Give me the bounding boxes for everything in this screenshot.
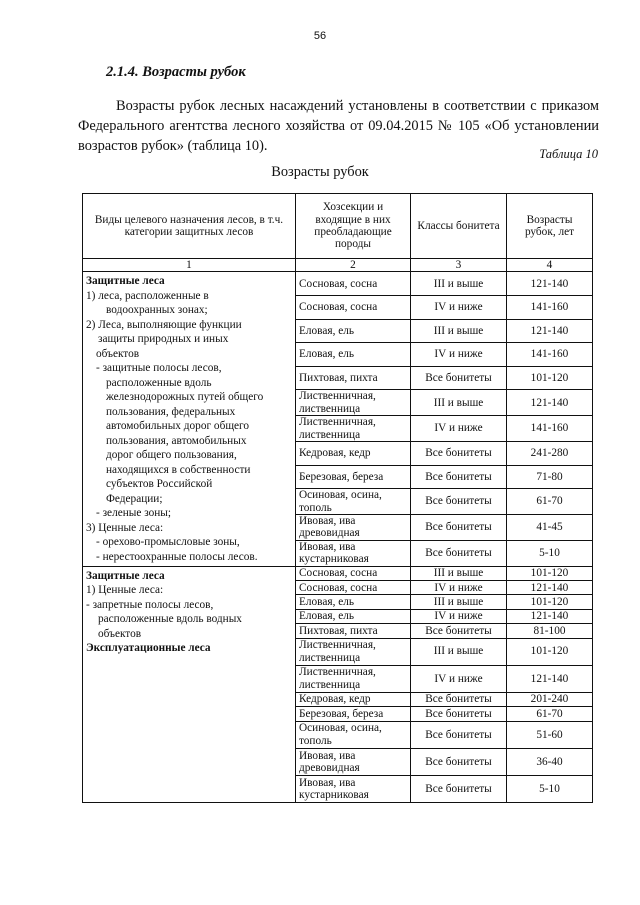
- column-number-row: [83, 259, 593, 272]
- category-line: водоохранных зонах;: [106, 304, 208, 317]
- species-cell: Ивовая, ива древовидная: [296, 748, 411, 775]
- category-line: 1) леса, расположенные в: [86, 289, 209, 302]
- species-cell: Еловая, ель: [296, 343, 411, 367]
- category-line: расположенные вдоль: [106, 376, 212, 389]
- bonitet-cell: III и выше: [411, 566, 507, 580]
- column-number: 1: [83, 259, 296, 272]
- bonitet-cell: IV и ниже: [411, 416, 507, 442]
- species-cell: Кедровая, кедр: [296, 442, 411, 466]
- category-line: Защитные леса: [86, 569, 165, 582]
- species-cell: Еловая, ель: [296, 609, 411, 623]
- bonitet-cell: Все бонитеты: [411, 624, 507, 638]
- table-row: [83, 566, 593, 580]
- species-cell: Пихтовая, пихта: [296, 366, 411, 390]
- age-cell: 61-70: [507, 707, 593, 721]
- age-cell: 121-140: [507, 665, 593, 692]
- bonitet-cell: Все бонитеты: [411, 707, 507, 721]
- category-line: объектов: [98, 627, 142, 640]
- category-cell: [83, 272, 296, 566]
- intro-paragraph: Возрасты рубок лесных насаждений установлены в соответствии с приказом Федерального агентства лесного хозяйства от 09.04.2015 № 105 «Об установлении возрастов рубок» (таблица 10).: [78, 98, 599, 154]
- age-cell: 71-80: [507, 465, 593, 489]
- age-cell: 241-280: [507, 442, 593, 466]
- section-heading: 2.1.4. Возрасты рубок: [106, 64, 246, 80]
- age-cell: 201-240: [507, 692, 593, 706]
- bonitet-cell: Все бонитеты: [411, 540, 507, 566]
- table-group-protective: [83, 272, 593, 566]
- bonitet-cell: Все бонитеты: [411, 442, 507, 466]
- age-cell: 121-140: [507, 390, 593, 416]
- species-cell: Кедровая, кедр: [296, 692, 411, 706]
- species-cell: Сосновая, сосна: [296, 581, 411, 595]
- age-cell: 36-40: [507, 748, 593, 775]
- table-group-exploitation: [83, 566, 593, 803]
- species-cell: Осиновая, осина, тополь: [296, 721, 411, 748]
- age-cell: 101-120: [507, 566, 593, 580]
- table-row: [83, 272, 593, 296]
- category-line: дорог общего пользования,: [106, 449, 237, 462]
- bonitet-cell: IV и ниже: [411, 581, 507, 595]
- species-cell: Ивовая, ива древовидная: [296, 515, 411, 541]
- page-number: 56: [313, 30, 327, 42]
- category-line: - запретные полосы лесов,: [86, 598, 214, 611]
- category-cell: [83, 566, 296, 803]
- age-cell: 121-140: [507, 609, 593, 623]
- bonitet-cell: Все бонитеты: [411, 366, 507, 390]
- category-line: объектов: [96, 347, 140, 360]
- age-cell: 5-10: [507, 776, 593, 803]
- age-cell: 61-70: [507, 489, 593, 515]
- header-bonitet: Классы бонитета: [411, 194, 507, 259]
- age-cell: 101-120: [507, 595, 593, 609]
- category-line: субъектов Российской: [106, 478, 213, 491]
- species-cell: Сосновая, сосна: [296, 272, 411, 296]
- species-cell: Березовая, береза: [296, 707, 411, 721]
- bonitet-cell: III и выше: [411, 272, 507, 296]
- bonitet-cell: Все бонитеты: [411, 489, 507, 515]
- category-line: 1) Ценные леса:: [86, 584, 164, 597]
- bonitet-cell: Все бонитеты: [411, 721, 507, 748]
- column-number: 3: [411, 259, 507, 272]
- category-line: - орехово-промысловые зоны,: [96, 536, 240, 549]
- age-cell: 141-160: [507, 296, 593, 320]
- species-cell: Еловая, ель: [296, 595, 411, 609]
- bonitet-cell: III и выше: [411, 595, 507, 609]
- bonitet-cell: Все бонитеты: [411, 776, 507, 803]
- age-cell: 51-60: [507, 721, 593, 748]
- bonitet-cell: Все бонитеты: [411, 692, 507, 706]
- species-cell: Лиственничная, лиственница: [296, 390, 411, 416]
- category-line: расположенные вдоль водных: [98, 613, 242, 626]
- header-category: Виды целевого назначения лесов, в т.ч. категории защитных лесов: [83, 194, 296, 259]
- bonitet-cell: Все бонитеты: [411, 465, 507, 489]
- species-cell: Еловая, ель: [296, 319, 411, 343]
- category-line: - защитные полосы лесов,: [96, 362, 222, 375]
- column-number: 2: [296, 259, 411, 272]
- age-cell: 5-10: [507, 540, 593, 566]
- age-cell: 121-140: [507, 581, 593, 595]
- bonitet-cell: III и выше: [411, 390, 507, 416]
- bonitet-cell: IV и ниже: [411, 296, 507, 320]
- species-cell: Ивовая, ива кустарниковая: [296, 776, 411, 803]
- species-cell: Пихтовая, пихта: [296, 624, 411, 638]
- category-line: Федерации;: [106, 492, 163, 505]
- species-cell: Лиственничная, лиственница: [296, 638, 411, 665]
- category-line: - зеленые зоны;: [96, 507, 172, 520]
- age-cell: 81-100: [507, 624, 593, 638]
- bonitet-cell: Все бонитеты: [411, 515, 507, 541]
- column-number: 4: [507, 259, 593, 272]
- category-line: защиты природных и иных: [98, 333, 229, 346]
- species-cell: Лиственничная, лиственница: [296, 416, 411, 442]
- age-cell: 141-160: [507, 343, 593, 367]
- species-cell: Березовая, береза: [296, 465, 411, 489]
- table-title: Возрасты рубок: [271, 164, 369, 180]
- category-line: - нерестоохранные полосы лесов.: [96, 550, 258, 563]
- age-cell: 121-140: [507, 319, 593, 343]
- cutting-age-table: [82, 193, 593, 803]
- table-number: Таблица 10: [539, 147, 598, 161]
- species-cell: Ивовая, ива кустарниковая: [296, 540, 411, 566]
- header-age: Возрасты рубок, лет: [507, 194, 593, 259]
- category-line: находящихся в собственности: [106, 463, 251, 476]
- age-cell: 101-120: [507, 638, 593, 665]
- bonitet-cell: Все бонитеты: [411, 748, 507, 775]
- species-cell: Сосновая, сосна: [296, 296, 411, 320]
- species-cell: Сосновая, сосна: [296, 566, 411, 580]
- age-cell: 101-120: [507, 366, 593, 390]
- age-cell: 121-140: [507, 272, 593, 296]
- bonitet-cell: III и выше: [411, 319, 507, 343]
- category-line: 2) Леса, выполняющие функции: [86, 318, 242, 331]
- bonitet-cell: IV и ниже: [411, 343, 507, 367]
- bonitet-cell: III и выше: [411, 638, 507, 665]
- table-header-row: [83, 194, 593, 259]
- species-cell: Осиновая, осина, тополь: [296, 489, 411, 515]
- category-line: железнодорожных путей общего: [106, 391, 264, 404]
- category-line: пользования, федеральных: [106, 405, 236, 418]
- species-cell: Лиственничная, лиственница: [296, 665, 411, 692]
- category-line: Эксплуатационные леса: [86, 642, 211, 655]
- category-line: Защитные леса: [86, 275, 165, 288]
- age-cell: 141-160: [507, 416, 593, 442]
- category-line: 3) Ценные леса:: [86, 521, 164, 534]
- age-cell: 41-45: [507, 515, 593, 541]
- bonitet-cell: IV и ниже: [411, 609, 507, 623]
- header-species: Хозсекции и входящие в них преобладающие породы: [296, 194, 411, 259]
- category-line: пользования, автомобильных: [106, 434, 247, 447]
- category-line: автомобильных дорог общего: [106, 420, 250, 433]
- bonitet-cell: IV и ниже: [411, 665, 507, 692]
